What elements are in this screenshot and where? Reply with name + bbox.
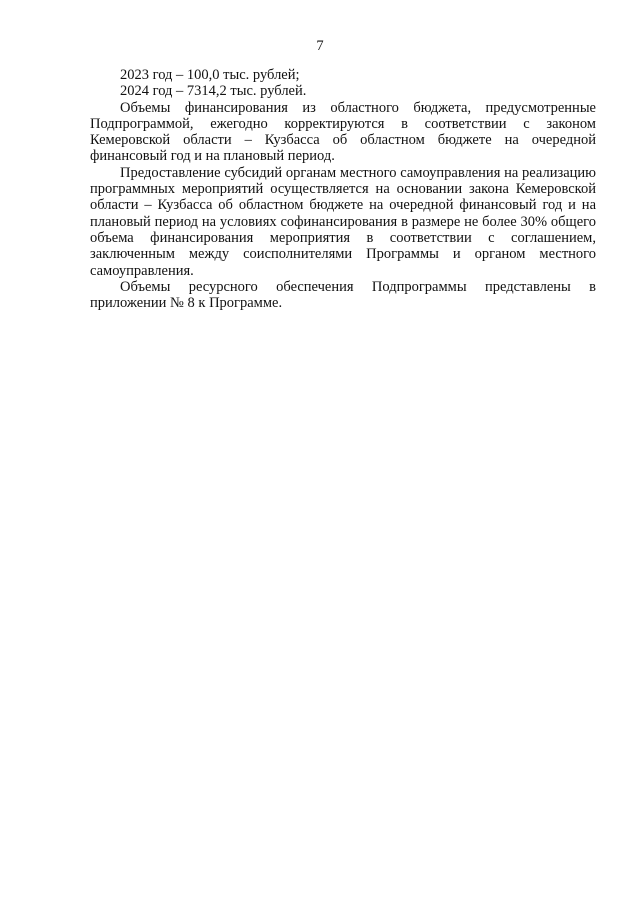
paragraph-funding-2024: 2024 год – 7314,2 тыс. рублей.	[120, 83, 307, 100]
document-body	[90, 67, 596, 311]
page-number: 7	[316, 38, 324, 54]
paragraph-resource-support: Объемы ресурсного обеспечения Подпрограммы представлены в приложении № 8 к Программе.	[90, 278, 596, 312]
paragraph-funding-2023: 2023 год – 100,0 тыс. рублей;	[120, 67, 300, 83]
paragraph-subsidies: Предоставление субсидий органам местного самоуправления на реализацию программных мероприятий осуществляется на основании закона Кемеровской области – Кузбасса об областном бюджете на очередной финансовый год и на плановый период на условиях софинансирования в размере не более 30% общего объема финансирования мероприятия в соответствии с соглашением, заключенным между соисполнителями Программы и органом местного самоуправления.	[90, 164, 596, 279]
paragraph-regional-budget: Объемы финансирования из областного бюджета, предусмотренные Подпрограммой, ежегодно корректируются в соответствии с законом Кемеровской области – Кузбасса об областном бюджете на очередной финансовый год и на плановый период.	[90, 99, 596, 165]
